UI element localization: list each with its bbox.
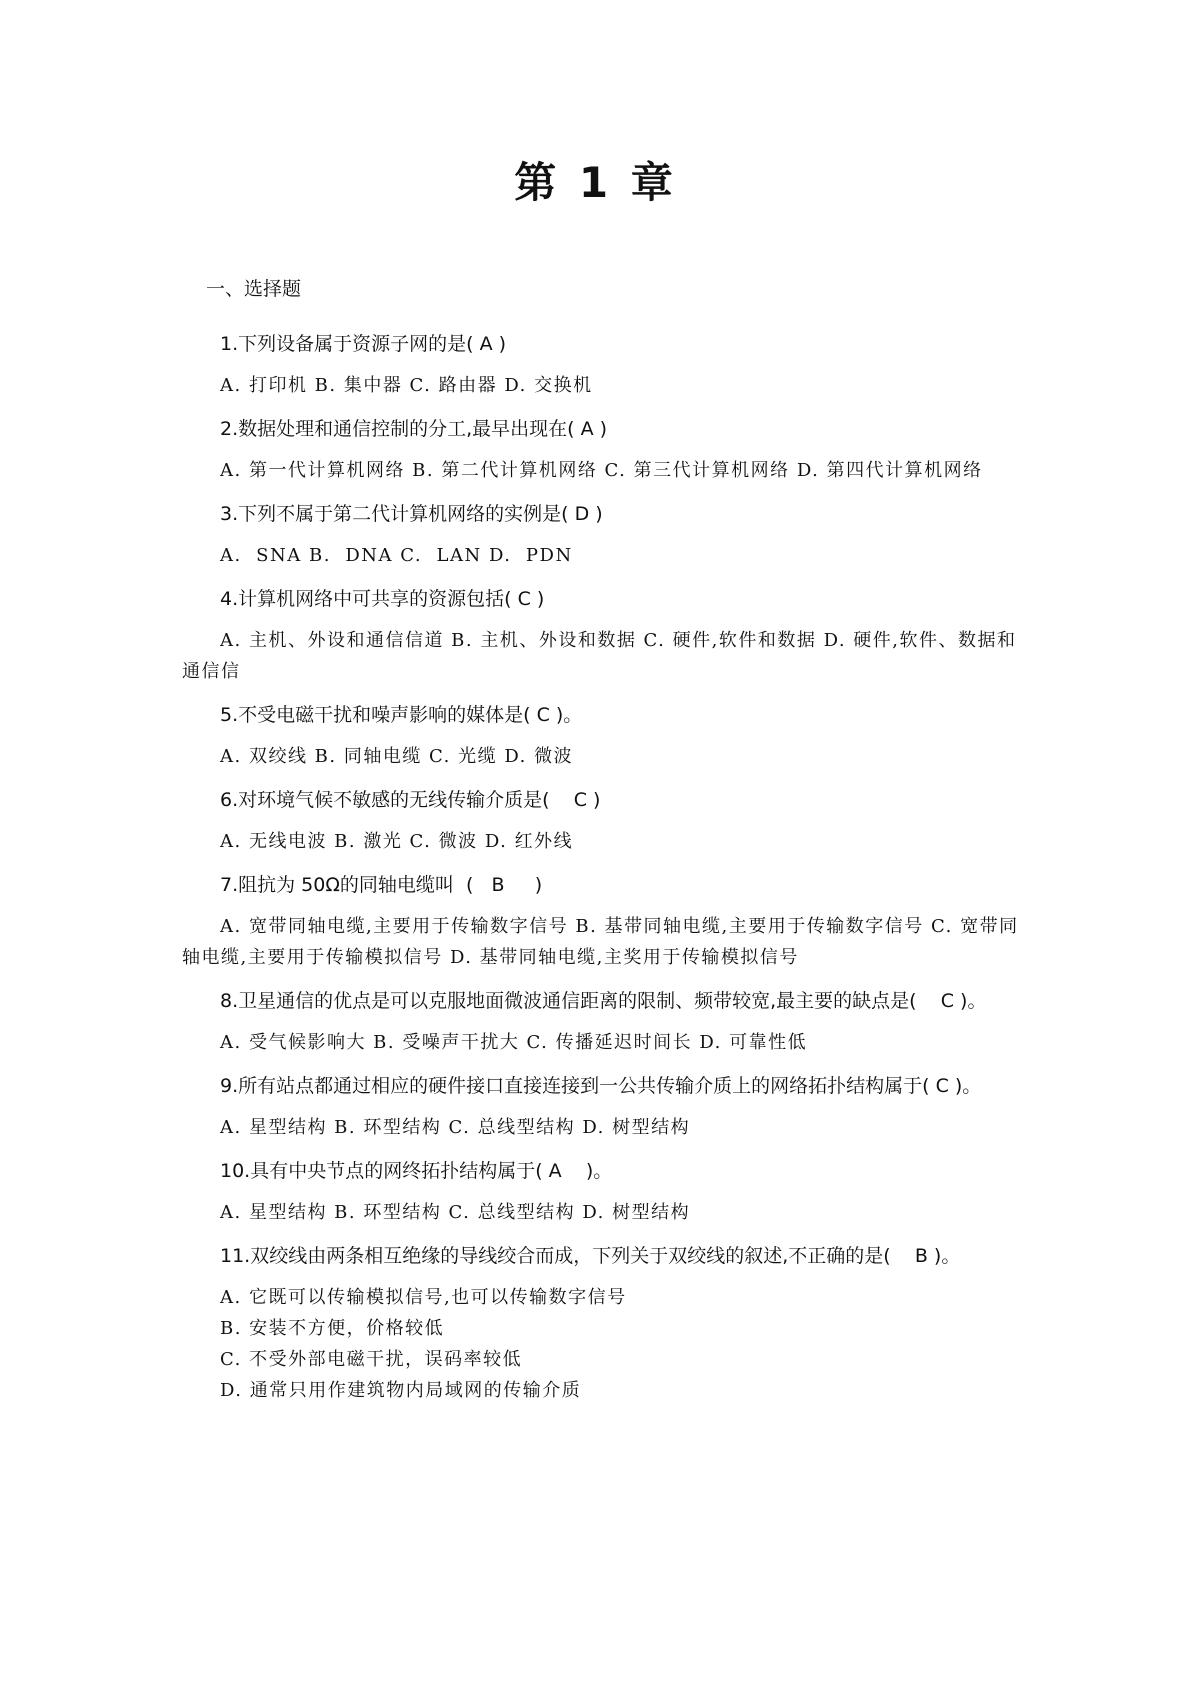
option-d: D. 通常只用作建筑物内局域网的传输介质 — [220, 1380, 582, 1401]
question-item — [182, 701, 1022, 772]
question-options: A. 双绞线 B. 同轴电缆 C. 光缆 D. 微波 — [220, 746, 574, 767]
question-item — [182, 871, 1022, 973]
question-item — [182, 786, 1022, 857]
question-list — [182, 330, 1022, 1406]
question-stem: 9.所有站点都通过相应的硬件接口直接连接到一公共传输介质上的网络拓扑结构属于( C )。 — [220, 1075, 982, 1097]
question-stem: 8.卫星通信的优点是可以克服地面微波通信距离的限制、频带较宽,最主要的缺点是( C )。 — [220, 990, 987, 1012]
question-item — [182, 415, 1022, 486]
chapter-title: 第 1 章 — [514, 158, 677, 207]
question-options: A. 打印机 B. 集中器 C. 路由器 D. 交换机 — [220, 375, 593, 396]
option-a: A. 它既可以传输模拟信号,也可以传输数字信号 — [220, 1287, 627, 1308]
section-heading: 一、选择题 — [206, 278, 302, 300]
question-stem: 10.具有中央节点的网终拓扑结构属于( A )。 — [220, 1160, 613, 1182]
question-item — [182, 500, 1022, 571]
question-item — [182, 330, 1022, 401]
question-options — [182, 1282, 1022, 1406]
question-stem: 7.阻抗为 50Ω的同轴电缆叫 ( B ) — [220, 874, 543, 896]
question-stem: 2.数据处理和通信控制的分工,最早出现在( A ) — [220, 418, 608, 440]
question-options: A. 宽带同轴电缆,主要用于传输数字信号 B. 基带同轴电缆,主要用于传输数字信号 C. 宽带同轴电缆,主要用于传输模拟信号 D. 基带同轴电缆,主奖用于传输模拟信号 — [182, 916, 1019, 968]
question-stem: 5.不受电磁干扰和噪声影响的媒体是( C )。 — [220, 704, 583, 726]
question-options: A. 星型结构 B. 环型结构 C. 总线型结构 D. 树型结构 — [220, 1117, 691, 1138]
option-c: C. 不受外部电磁干扰，误码率较低 — [220, 1349, 523, 1370]
question-options: A. 星型结构 B. 环型结构 C. 总线型结构 D. 树型结构 — [220, 1202, 691, 1223]
question-item — [182, 1157, 1022, 1228]
question-item — [182, 1242, 1022, 1406]
question-options: A. 主机、外设和通信信道 B. 主机、外设和数据 C. 硬件,软件和数据 D. 硬件,软件、数据和通信信 — [182, 630, 1017, 682]
question-stem: 11.双绞线由两条相互绝缘的导线绞合而成，下列关于双绞线的叙述,不正确的是( B )。 — [220, 1245, 961, 1267]
question-stem: 1.下列设备属于资源子网的是( A ) — [220, 333, 507, 355]
question-options: A. 无线电波 B. 激光 C. 微波 D. 红外线 — [220, 831, 574, 852]
question-stem: 6.对环境气候不敏感的无线传输介质是( C ) — [220, 789, 601, 811]
question-stem: 4.计算机网络中可共享的资源包括( C ) — [220, 588, 545, 610]
question-options: A. 受气候影响大 B. 受噪声干扰大 C. 传播延迟时间长 D. 可靠性低 — [220, 1032, 808, 1053]
question-options: A. SNA B. DNA C. LAN D. PDN — [220, 545, 573, 566]
question-options: A. 第一代计算机网络 B. 第二代计算机网络 C. 第三代计算机网络 D. 第四代计算机网络 — [220, 460, 983, 481]
question-item — [182, 987, 1022, 1058]
option-b: B. 安装不方便，价格较低 — [220, 1318, 445, 1339]
question-item — [182, 1072, 1022, 1143]
question-item — [182, 585, 1022, 687]
question-stem: 3.下列不属于第二代计算机网络的实例是( D ) — [220, 503, 603, 525]
